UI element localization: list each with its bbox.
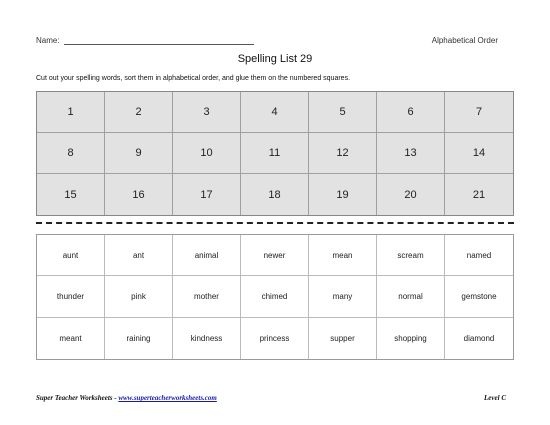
number-square: 1 bbox=[37, 92, 105, 133]
word-card: kindness bbox=[173, 318, 241, 359]
number-square: 10 bbox=[173, 133, 241, 174]
word-card: chimed bbox=[241, 276, 309, 317]
word-card: mean bbox=[309, 235, 377, 276]
word-card: animal bbox=[173, 235, 241, 276]
name-blank-line[interactable] bbox=[64, 36, 254, 45]
name-field bbox=[36, 36, 254, 45]
word-card: normal bbox=[377, 276, 445, 317]
footer-brand: Super Teacher Worksheets - bbox=[36, 394, 119, 402]
number-square: 19 bbox=[309, 174, 377, 215]
word-card: thunder bbox=[37, 276, 105, 317]
word-card: scream bbox=[377, 235, 445, 276]
number-square: 16 bbox=[105, 174, 173, 215]
page-title: Spelling List 29 bbox=[237, 53, 313, 65]
footer-url-link[interactable]: www.superteacherworksheets.com bbox=[118, 394, 217, 402]
footer-level: Level C bbox=[484, 394, 506, 402]
number-square: 17 bbox=[173, 174, 241, 215]
number-square: 18 bbox=[241, 174, 309, 215]
number-square: 4 bbox=[241, 92, 309, 133]
number-square: 5 bbox=[309, 92, 377, 133]
word-card: princess bbox=[241, 318, 309, 359]
footer-credit bbox=[36, 394, 217, 402]
number-square: 3 bbox=[173, 92, 241, 133]
word-card: supper bbox=[309, 318, 377, 359]
word-card: meant bbox=[37, 318, 105, 359]
word-card: named bbox=[445, 235, 513, 276]
number-square: 8 bbox=[37, 133, 105, 174]
instructions: Cut out your spelling words, sort them in alphabetical order, and glue them on the numbered squares. bbox=[36, 75, 351, 82]
word-card: gemstone bbox=[445, 276, 513, 317]
word-card: raining bbox=[105, 318, 173, 359]
number-square: 15 bbox=[37, 174, 105, 215]
number-square: 12 bbox=[309, 133, 377, 174]
number-square: 6 bbox=[377, 92, 445, 133]
spelling-words-grid bbox=[36, 234, 514, 360]
number-square: 2 bbox=[105, 92, 173, 133]
word-card: aunt bbox=[37, 235, 105, 276]
word-card: ant bbox=[105, 235, 173, 276]
word-card: newer bbox=[241, 235, 309, 276]
name-label: Name: bbox=[36, 36, 60, 45]
word-card: many bbox=[309, 276, 377, 317]
number-square: 9 bbox=[105, 133, 173, 174]
number-square: 7 bbox=[445, 92, 513, 133]
word-card: shopping bbox=[377, 318, 445, 359]
number-square: 13 bbox=[377, 133, 445, 174]
numbered-squares-grid bbox=[36, 91, 514, 216]
number-square: 11 bbox=[241, 133, 309, 174]
cut-line bbox=[36, 222, 514, 224]
number-square: 20 bbox=[377, 174, 445, 215]
worksheet-type: Alphabetical Order bbox=[431, 36, 498, 45]
word-card: diamond bbox=[463, 333, 495, 343]
number-square: 21 bbox=[472, 188, 486, 201]
word-card: mother bbox=[173, 276, 241, 317]
number-square: 14 bbox=[445, 133, 513, 174]
word-card: pink bbox=[105, 276, 173, 317]
